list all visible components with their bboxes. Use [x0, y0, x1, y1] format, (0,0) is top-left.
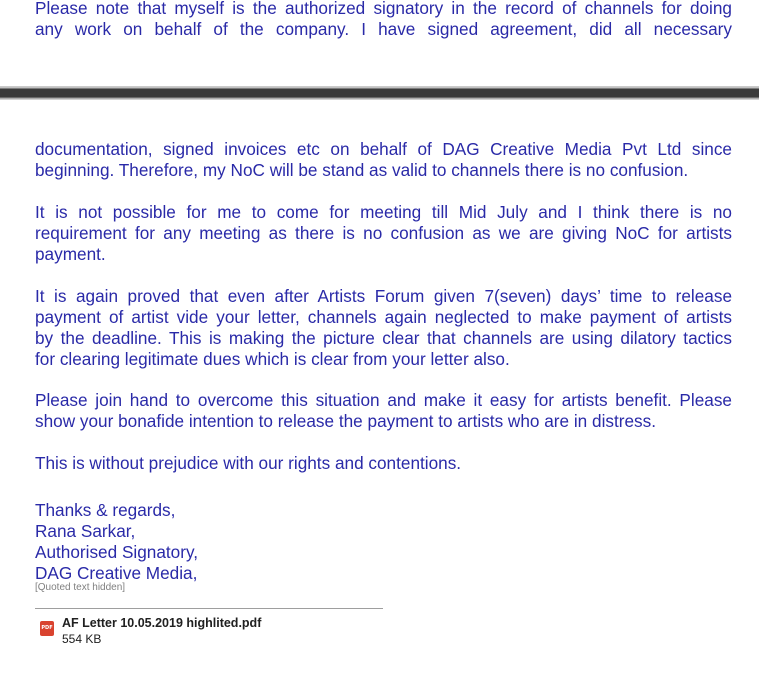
text-line: This is without prejudice with our rights and contentions.: [35, 453, 462, 473]
pdf-file-icon: PDF: [40, 621, 54, 636]
top-paragraph: [35, 0, 732, 40]
text-line: Please join hand to overcome this situation and make it easy for artists benefit. Please: [35, 390, 732, 410]
page-break-divider: [0, 86, 759, 100]
paragraph-join-hand: [35, 390, 732, 432]
text-line: beginning. Therefore, my NoC will be stand as valid to channels there is no confusion.: [35, 160, 689, 180]
signature-line: Rana Sarkar,: [35, 521, 136, 541]
paragraph-prejudice: [35, 453, 732, 474]
text-line: It is not possible for me to come for meeting till Mid July and I think there is no: [35, 202, 732, 222]
text-line: payment.: [35, 244, 106, 264]
text-line: payment of artist vide your letter, channels again neglected to make payment of artists: [35, 307, 732, 327]
signature-line: Thanks & regards,: [35, 500, 176, 520]
signature-line: Authorised Signatory,: [35, 542, 199, 562]
paragraph-documentation: [35, 139, 732, 181]
attachment-file-name[interactable]: AF Letter 10.05.2019 highlited.pdf: [62, 616, 262, 630]
attachment-divider: [35, 608, 383, 609]
attachment-file-size: 554 KB: [62, 632, 102, 646]
text-line: It is again proved that even after Artists Forum given 7(seven) days’ time to release: [35, 286, 732, 306]
text-line: by the deadline. This is making the picture clear that channels are using dilatory tactics: [35, 328, 732, 348]
text-line: for clearing legitimate dues which is clear from your letter also.: [35, 349, 510, 369]
paragraph-meeting: [35, 202, 732, 265]
text-line: any work on behalf of the company. I have signed agreement, did all necessary: [35, 19, 732, 39]
paragraph-deadline: [35, 286, 732, 370]
text-line: show your bonafide intention to release the payment to artists who are in distress.: [35, 411, 656, 431]
quoted-text-hidden-link[interactable]: [Quoted text hidden]: [35, 582, 126, 593]
text-line: requirement for any meeting as there is no confusion as we are giving NoC for artists: [35, 223, 732, 243]
signature-line: DAG Creative Media,: [35, 563, 198, 583]
text-line: Please note that myself is the authorized signatory in the record of channels for doing: [35, 0, 732, 18]
text-line: documentation, signed invoices etc on behalf of DAG Creative Media Pvt Ltd since: [35, 139, 732, 159]
signature-block: [35, 500, 732, 584]
